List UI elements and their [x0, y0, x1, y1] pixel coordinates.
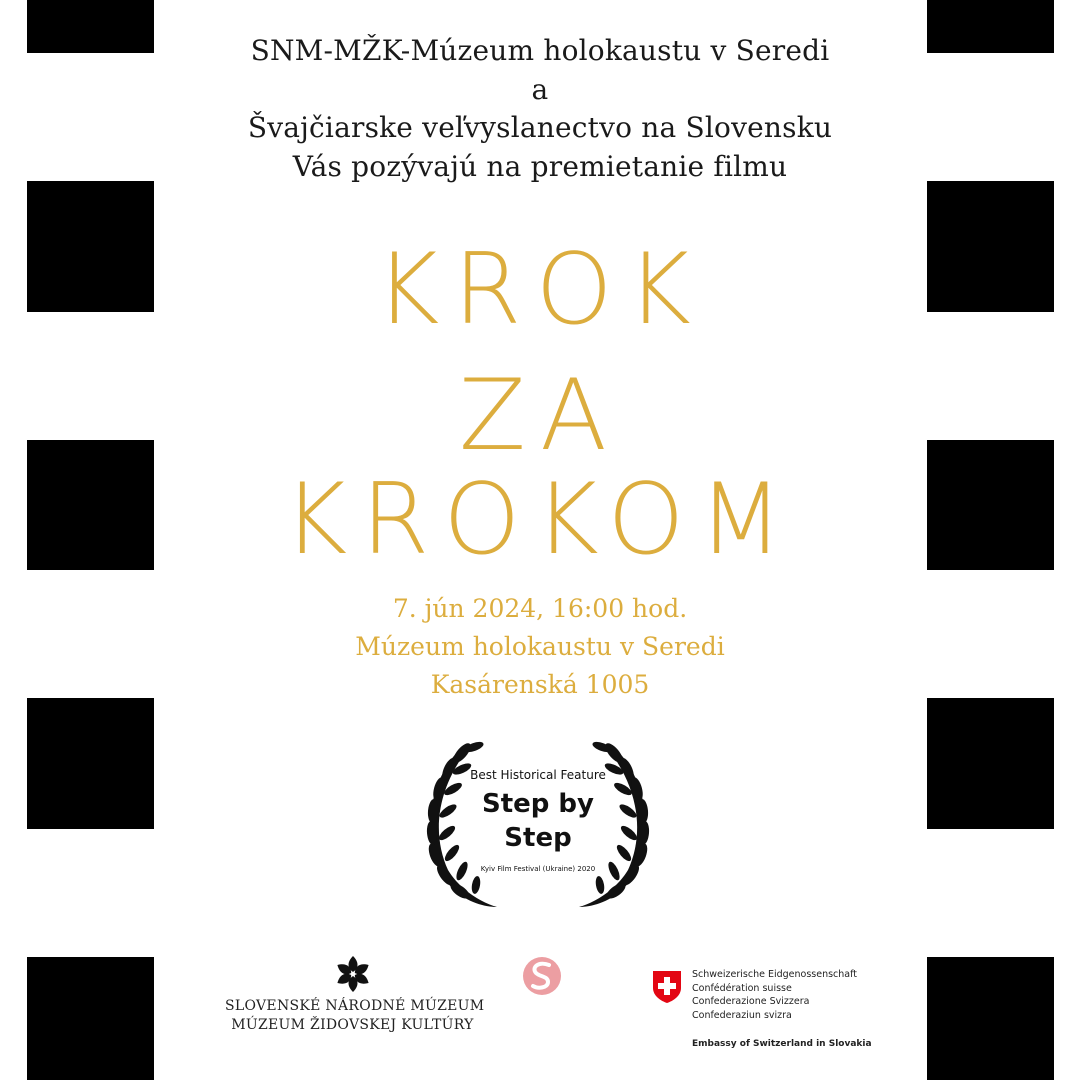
invitation-header: [160, 32, 920, 186]
event-address: Kasárenská 1005: [430, 670, 650, 699]
film-hole: [27, 53, 154, 181]
swiss-confederation-names: [692, 968, 857, 1022]
snm-name-line-2: MÚZEUM ŽIDOVSKEJ KULTÚRY: [231, 1017, 474, 1033]
film-hole: [27, 570, 154, 698]
swiss-name-italian: Confederazione Svizzera: [692, 996, 810, 1007]
invitation-text: Vás pozývajú na premietanie filmu: [292, 149, 788, 183]
film-hole: [927, 312, 1054, 440]
organizer-embassy: Švajčiarske veľvyslanectvo na Slovensku: [247, 111, 833, 144]
swiss-name-french: Confédération suisse: [692, 982, 792, 994]
film-strip-left: [27, 0, 154, 1080]
award-film-title-line-1: Step by: [481, 789, 594, 819]
swiss-name-german: Schweizerische Eidgenossenschaft: [692, 969, 858, 980]
award-film-title: [402, 787, 674, 855]
film-title-line-2: ZA: [458, 359, 622, 473]
film-title-line-1: KROK: [375, 233, 705, 347]
award-festival: Kyiv Film Festival (Ukraine) 2020: [480, 865, 596, 873]
film-hole: [27, 829, 154, 957]
embassy-name: Embassy of Switzerland in Slovakia: [692, 1039, 872, 1049]
film-hole: [927, 829, 1054, 957]
film-hole: [27, 312, 154, 440]
snm-logo: [225, 955, 485, 1035]
event-date: 7. jún 2024, 16:00 hod.: [392, 594, 688, 623]
snm-name-line-1: SLOVENSKÉ NÁRODNÉ MÚZEUM: [225, 998, 485, 1014]
film-hole: [927, 570, 1054, 698]
award-laurel: [402, 735, 674, 913]
swiss-flag-icon: [652, 970, 682, 1004]
organizer-museum: SNM-MŽK-Múzeum holokaustu v Seredi: [250, 34, 830, 67]
swiss-name-romansh: Confederaziun svizra: [692, 1009, 792, 1021]
film-hole: [927, 53, 1054, 181]
event-details: [160, 590, 920, 704]
film-strip-right: [927, 0, 1054, 1080]
snm-snowflake-logo-icon: [334, 955, 372, 993]
event-venue: Múzeum holokaustu v Seredi: [355, 632, 725, 661]
award-category: Best Historical Feature: [470, 768, 606, 782]
pink-s-logo: [521, 955, 563, 997]
film-title-line-3: KROKOM: [282, 463, 798, 577]
conjunction: a: [531, 72, 549, 106]
pink-s-logo-icon: [521, 955, 563, 997]
award-film-title-line-2: Step: [504, 823, 572, 853]
